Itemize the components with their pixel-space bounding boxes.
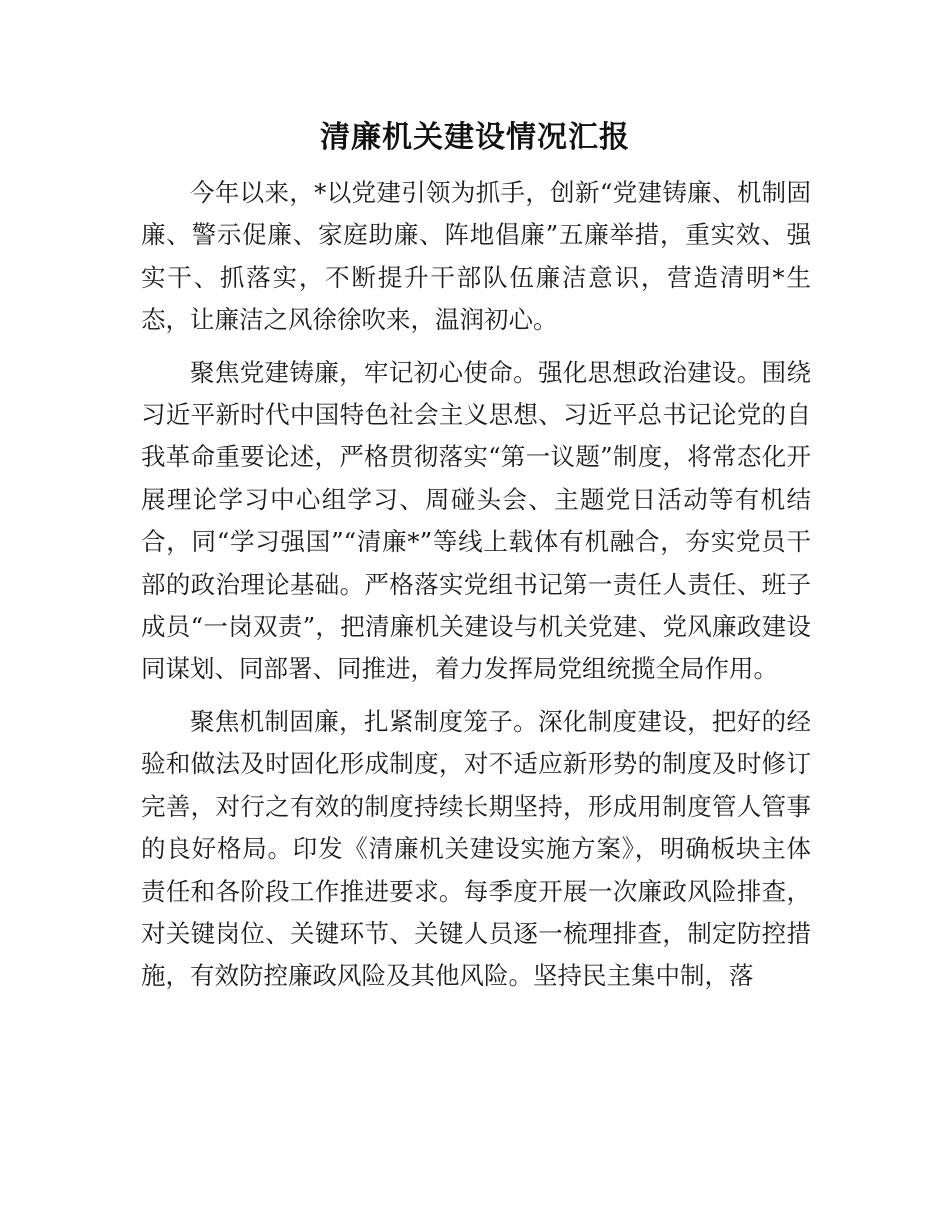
paragraph-party-building: 聚焦党建铸廉，牢记初心使命。强化思想政治建设。围绕习近平新时代中国特色社会主义思想、习近平总书记论党的自我革命重要论述，严格贯彻落实“第一议题”制度，将常态化开展理论学习中心组学习、周碰头会、主题党日活动等有机结合，同“学习强国”“清廉*”等线上载体有机融合，夯实党员干部的政治理论基础。严格落实党组书记第一责任人责任、班子成员“一岗双责”，把清廉机关建设与机关党建、党风廉政建设同谋划、同部署、同推进，着力发挥局党组统揽全局作用。 (141, 357, 811, 684)
document-title: 清廉机关建设情况汇报 (320, 120, 630, 155)
paragraph-mechanism: 聚焦机制固廉，扎紧制度笼子。深化制度建设，把好的经验和做法及时固化形成制度，对不适应新形势的制度及时修订完善，对行之有效的制度持续长期坚持，形成用制度管人管事的良好格局。印发《清廉机关建设实施方案》，明确板块主体责任和各阶段工作推进要求。每季度开展一次廉政风险排查，对关键岗位、关键环节、关键人员逐一梳理排查，制定防控措施，有效防控廉政风险及其他风险。坚持民主集中制，落 (141, 706, 811, 991)
paragraph-intro: 今年以来，*以党建引领为抓手，创新“党建铸廉、机制固廉、警示促廉、家庭助廉、阵地倡廉”五廉举措，重实效、强实干、抓落实，不断提升干部队伍廉洁意识，营造清明*生态，让廉洁之风徐徐吹来，温润初心。 (141, 178, 811, 335)
document-body (141, 172, 811, 998)
